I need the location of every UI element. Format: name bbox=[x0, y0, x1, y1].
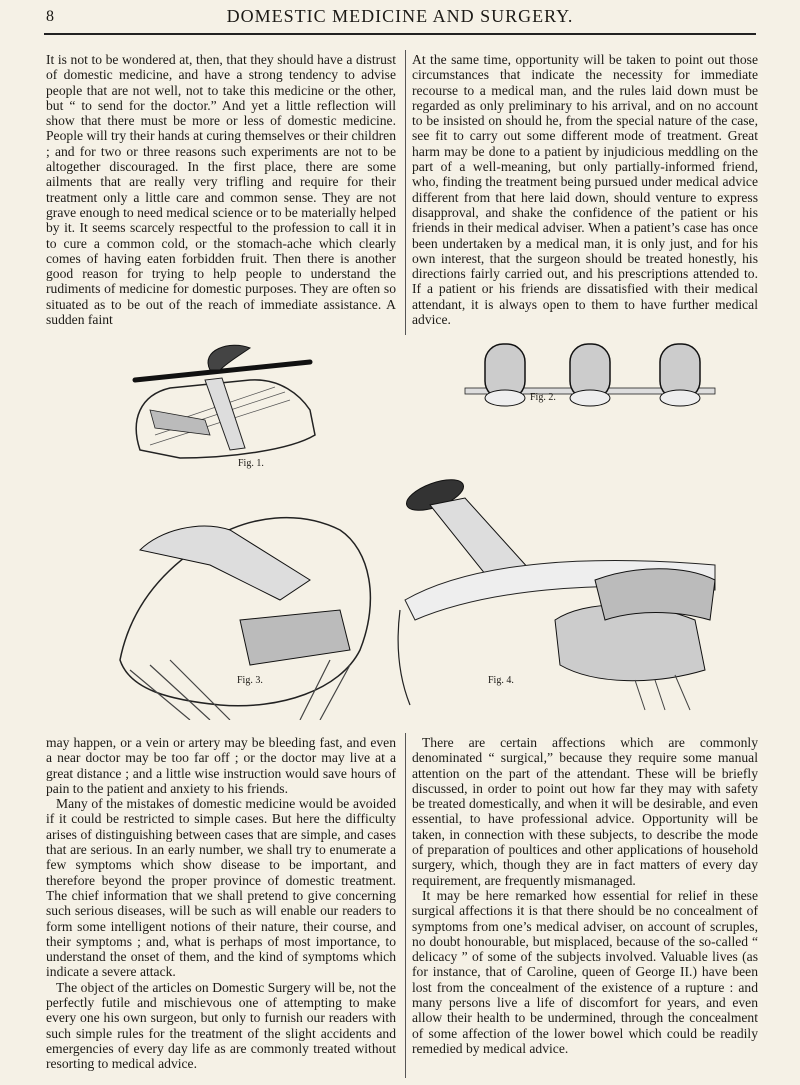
bottom-left-paragraph: Many of the mistakes of domestic medicine would be avoided if it could be restricted to simple cases. But here the difficulty arises of distinguishing between cases that are simple, and cases that are serious. In an early number, we shall try to enumerate a few symptoms which show disease to be important, and therefore beyond the proper province of domestic treatment. The chief information that we shall pretend to give concerning such serious diseases, will be such as will enable our readers to form some intelligent notions of their nature, their course, and their symptoms ; and, what is perhaps of most importance, to understand the onset of them, and the kind of symptoms which indicate a severe attack. bbox=[46, 796, 396, 980]
bottom-left-paragraph: The object of the articles on Domestic Surgery will be, not the perfectly futile and mischievous one of attempting to make every one his own surgeon, but only to furnish our readers with such simple rules for the treatment of the slight accidents and emergencies of every day life as are commonly treated without resorting to medical advice. bbox=[46, 979, 396, 1072]
bottom-left-paragraph: may happen, or a vein or artery may be bleeding fast, and even a near doctor may be too far off ; or the doctor may live at a great distance ; and a little wise instruction would save hours of pain to the patient and anxiety to his friends. bbox=[46, 735, 396, 796]
page-number: 8 bbox=[46, 8, 54, 25]
top-left-column bbox=[46, 52, 396, 327]
top-right-column bbox=[412, 52, 758, 327]
top-left-paragraph: It is not to be wondered at, then, that they should have a distrust of domestic medicine, and have a strong tendency to advise people that are not well, not to take this medicine or the other, but “ to send for the doctor.” And yet a little reflection will show that there must be more or less of domestic medicine. People will try their hands at curing themselves or their children ; and for two or three reasons such experiments are not to be altogether discouraged. In the first place, there are some ailments that are really very trifling and require for their treatment only a little care and common sense. They are not grave enough to need medical science or to be materially helped by it. It seems scarcely respectful to the profession to call it in to cure a common cold, or the stomach-ache which clearly comes of having eaten forbidden fruit. Then there is another good reason for trying to help people to understand the rudiments of medicine for domestic purposes. They are often so situated as to be out of the reach of immediate assistance. A sudden faint bbox=[46, 52, 396, 328]
top-column-divider bbox=[405, 50, 406, 335]
figure-2-caption: Fig. 2. bbox=[530, 392, 556, 403]
figure-3-caption: Fig. 3. bbox=[237, 675, 263, 686]
bottom-right-column bbox=[412, 735, 758, 1056]
figure-1-illustration bbox=[110, 340, 360, 470]
running-header: DOMESTIC MEDICINE AND SURGERY. bbox=[226, 6, 574, 26]
bottom-column-divider bbox=[405, 733, 406, 1078]
figure-4-caption: Fig. 4. bbox=[488, 675, 514, 686]
top-right-paragraph: At the same time, opportunity will be taken to point out those circumstances that indicate the necessity for immediate recourse to a medical man, and the rules laid down must be regarded as only preliminary to his arrival, and on no account to be insisted on should he, from the special nature of the case, see fit to carry out some different mode of treatment. Great harm may be done to a patient by injudicious meddling on the part of a well-meaning, but only partially-informed friend, who, finding the treatment being pursued under medical advice different from that here laid down, should venture to express disapproval, and shake the confidence of the patient or his friends in their medical adviser. When a patient’s case has once been undertaken by a medical man, it is only just, and for his own interest, that the surgeon should be treated honestly, his directions fairly carried out, and his prescriptions attended to. If a patient or his friends are dissatisfied with their medical attendant, it is always open to them to have further medical advice. bbox=[412, 52, 758, 328]
bottom-left-column bbox=[46, 735, 396, 1072]
bottom-right-paragraph: It may be here remarked how essential for relief in these surgical affections it is that there should be no concealment of symptoms from one’s medical adviser, on account of scruples, no doubt honourable, but misplaced, because of the so-called “ delicacy ” of some of the subjects involved. Valuable lives (as for instance, that of Caroline, queen of George II.) have been lost from the concealment of the existence of a rupture : and many persons live a life of discomfort for years, and even allow their health to be undermined, through the concealment of some affection of the lower bowel which could be readily remedied by medical advice. bbox=[412, 887, 758, 1056]
figure-2-illustration bbox=[455, 336, 725, 418]
figure-4-illustration bbox=[395, 470, 725, 715]
bottom-right-paragraph: There are certain affections which are commonly denominated “ surgical,” because they require some manual attention on the part of the attendant. These will be briefly discussed, in order to point out how far they may with safety be treated domestically, and when it will be desirable, and even essential, to have professional advice. Opportunity will be taken, in connection with these subjects, to describe the mode of preparation of poultices and other applications of household surgery, which, though they are in fact matters of every day requirement, are frequently mismanaged. bbox=[412, 735, 758, 888]
header-rule bbox=[44, 33, 756, 35]
figure-1-caption: Fig. 1. bbox=[238, 458, 264, 469]
